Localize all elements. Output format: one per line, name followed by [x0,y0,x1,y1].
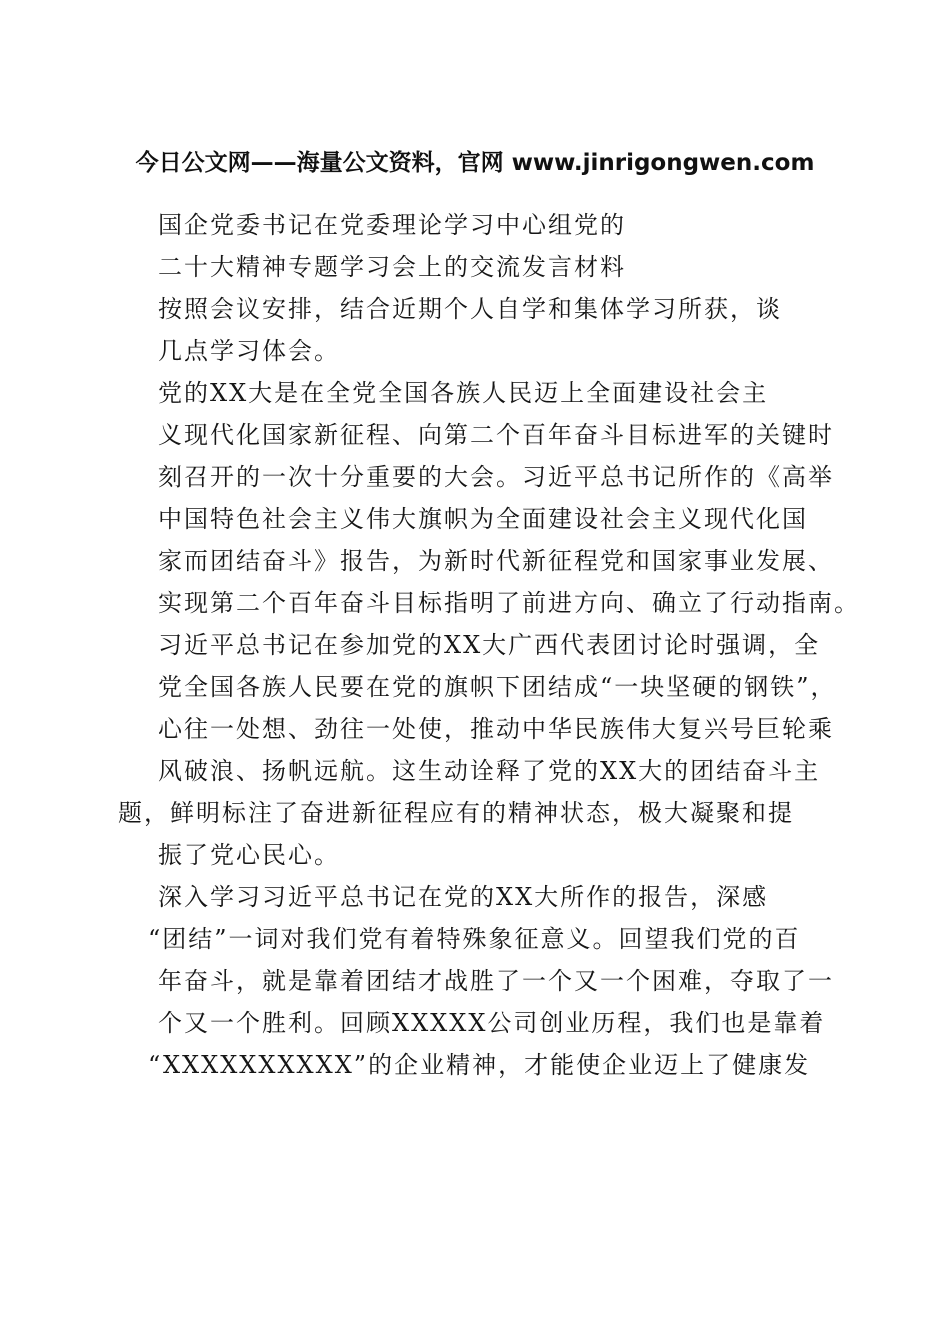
paragraph-line: 党的XX大是在全党全国各族人民迈上全面建设社会主 [158,379,769,407]
paragraph-line: 振了党心民心。 [158,841,340,869]
document-title-line-2: 二十大精神专题学习会上的交流发言材料 [158,253,626,281]
paragraph-line: 习近平总书记在参加党的XX大广西代表团讨论时强调，全 [158,631,821,659]
paragraph-line: 个又一个胜利。回顾XXXXX公司创业历程，我们也是靠着 [158,1009,826,1037]
paragraph-line: 实现第二个百年奋斗目标指明了前进方向、确立了行动指南。 [158,589,860,617]
paragraph-line: 党全国各族人民要在党的旗帜下团结成“一块坚硬的钢铁”， [158,673,837,701]
paragraph-line: 深入学习习近平总书记在党的XX大所作的报告，深感 [158,883,769,911]
site-header-line: 今日公文网——海量公文资料，官网 www.jinrigongwen.com [135,150,815,176]
paragraph-line: 题，鲜明标注了奋进新征程应有的精神状态，极大凝聚和提 [118,799,794,827]
paragraph-line: “XXXXXXXXXX”的企业精神，才能使企业迈上了健康发 [148,1051,811,1079]
paragraph-line: “团结”一词对我们党有着特殊象征意义。回望我们党的百 [148,925,801,953]
paragraph-line: 中国特色社会主义伟大旗帜为全面建设社会主义现代化国 [158,505,808,533]
paragraph-line: 按照会议安排，结合近期个人自学和集体学习所获，谈 [158,295,782,323]
paragraph-line: 心往一处想、劲往一处使，推动中华民族伟大复兴号巨轮乘 [158,715,834,743]
paragraph-line: 义现代化国家新征程、向第二个百年奋斗目标进军的关键时 [158,421,834,449]
paragraph-line: 年奋斗，就是靠着团结才战胜了一个又一个困难，夺取了一 [158,967,834,995]
paragraph-line: 几点学习体会。 [158,337,340,365]
document-title-line-1: 国企党委书记在党委理论学习中心组党的 [158,211,626,239]
paragraph-line: 家而团结奋斗》报告，为新时代新征程党和国家事业发展、 [158,547,834,575]
paragraph-line: 刻召开的一次十分重要的大会。习近平总书记所作的《高举 [158,463,834,491]
paragraph-line: 风破浪、扬帆远航。这生动诠释了党的XX大的团结奋斗主 [158,757,821,785]
